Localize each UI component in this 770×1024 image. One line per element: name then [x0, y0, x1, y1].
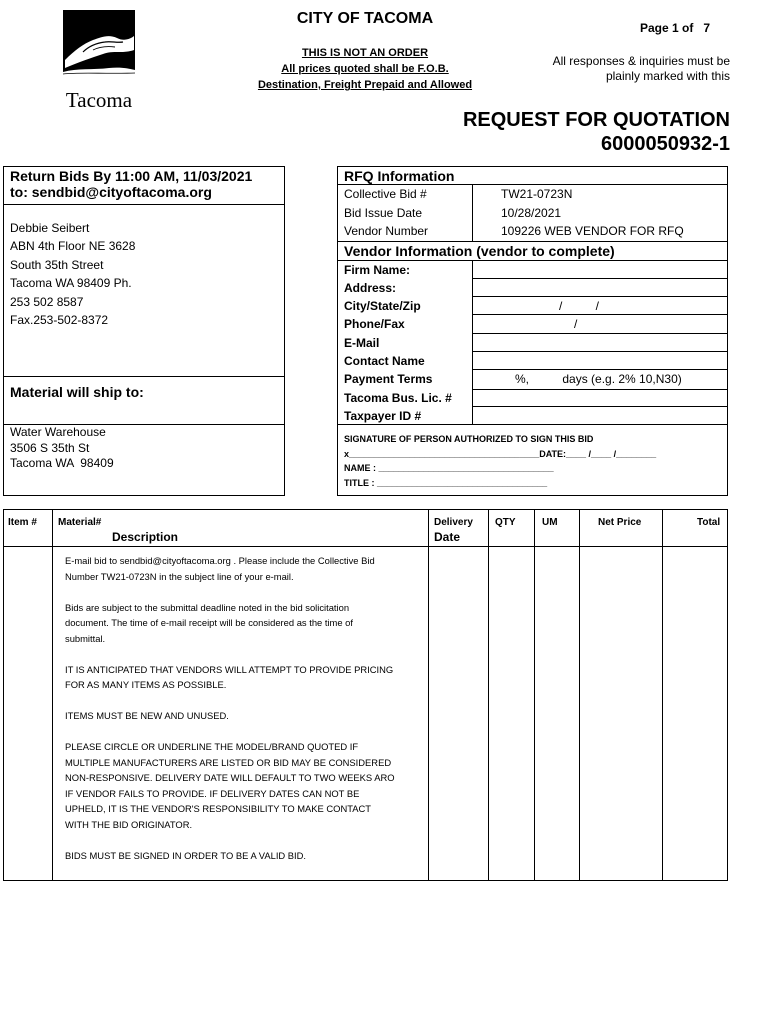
payment-terms-hint: %, days (e.g. 2% 10,N30): [515, 372, 682, 387]
vendor-label: Address:: [344, 280, 397, 295]
name-line[interactable]: NAME : ___________________________________: [344, 463, 554, 474]
not-order-line: THIS IS NOT AN ORDER: [301, 47, 429, 59]
return-bids-heading: [4, 167, 284, 205]
rfq-value: 10/28/2021: [501, 205, 562, 220]
header-net-price: Net Price: [598, 517, 642, 528]
description-paragraph: IT IS ANTICIPATED THAT VENDORS WILL ATTEMPT TO PROVIDE PRICING FOR AS MANY ITEMS AS POSSIBLE.: [65, 663, 394, 690]
header-date: Date: [434, 530, 461, 544]
payment-terms-field[interactable]: [472, 370, 727, 388]
rfq-title-block: [400, 108, 730, 156]
return-bids-box: [3, 166, 285, 496]
responses-line-1: All responses & inquiries must be: [552, 54, 730, 68]
city-of-tacoma-logo: [63, 10, 135, 112]
rfq-label: Collective Bid #: [344, 187, 427, 201]
fob-line-1: All prices quoted shall be F.O.B.: [281, 63, 449, 75]
vendor-info-heading: Vendor Information (vendor to complete): [338, 241, 727, 261]
return-bids-email: to: sendbid@cityoftacoma.org: [10, 184, 212, 200]
header-item-number: Item #: [8, 517, 37, 528]
vendor-row-taxpayer-id: [338, 407, 727, 425]
not-an-order-notice: [230, 45, 500, 93]
page-indicator: [640, 21, 710, 35]
column-divider: [488, 510, 489, 880]
ship-line: Water Warehouse: [10, 425, 106, 439]
ship-to-address: [4, 425, 284, 472]
page-text: Page 1 of 7: [640, 21, 711, 35]
rfq-title: REQUEST FOR QUOTATION: [462, 109, 730, 131]
header-total: Total: [697, 517, 721, 528]
column-divider: [579, 510, 580, 880]
vendor-row-email: [338, 334, 727, 352]
header-um: UM: [542, 517, 558, 528]
contact-line: Fax.253-502-8372: [10, 313, 109, 328]
description-paragraph: PLEASE CIRCLE OR UNDERLINE THE MODEL/BRAND QUOTED IF MULTIPLE MANUFACTURERS ARE LISTED OR BID MAY BE CONSIDERED NON-RESPONSIVE. DELIVERY DATE WILL DEFAULT TO TWO WEEKS ARO IF VENDOR FAILS TO PROVIDE. IF DELIVERY DATES CAN NOT BE UPHELD, IT IS THE VENDOR'S RESPONSIBILITY TO MAKE CONTACT WITH THE BID ORIGINATOR.: [65, 741, 395, 830]
contact-line: South 35th Street: [10, 257, 104, 272]
city-state-zip-field[interactable]: [472, 297, 727, 315]
description-text: [65, 553, 395, 863]
vendor-row-business-license: [338, 389, 727, 407]
ship-line: Tacoma WA 98409: [10, 456, 114, 470]
rfq-value: 109226 WEB VENDOR FOR RFQ: [501, 224, 684, 238]
tacoma-mountain-logo-icon: [63, 10, 135, 112]
phone-fax-field[interactable]: [472, 315, 727, 333]
items-table: [3, 509, 728, 881]
signature-heading: SIGNATURE OF PERSON AUTHORIZED TO SIGN THIS BID: [344, 434, 594, 445]
contact-line: Debbie Seibert: [10, 221, 90, 235]
address-field[interactable]: [472, 279, 727, 297]
column-divider: [428, 510, 429, 880]
rfq-label: Vendor Number: [344, 224, 429, 238]
taxpayer-id-field[interactable]: [472, 407, 727, 424]
field-separators: / /: [559, 299, 600, 314]
vendor-row-contact-name: [338, 352, 727, 370]
vendor-row-city-state-zip: [338, 297, 727, 315]
vendor-label: Contact Name: [344, 353, 425, 368]
header-material-number: Material#: [58, 517, 102, 528]
contact-line: ABN 4th Floor NE 3628: [10, 239, 136, 254]
signature-line[interactable]: x______________________________________DATE:____ /____ /________: [344, 448, 657, 459]
vendor-label: Tacoma Bus. Lic. #: [344, 390, 452, 405]
rfq-value: TW21-0723N: [501, 187, 573, 201]
vendor-label: Firm Name:: [344, 262, 411, 277]
business-license-field[interactable]: [472, 389, 727, 407]
city-title: CITY OF TACOMA: [296, 10, 434, 27]
field-separator: /: [574, 317, 578, 332]
signature-block: [338, 425, 727, 490]
fob-line-2: Destination, Freight Prepaid and Allowed: [257, 79, 473, 91]
responses-note: [520, 54, 730, 84]
vendor-label: Payment Terms: [344, 372, 433, 387]
rfq-row-vendor-number: [338, 222, 727, 241]
vendor-label: E-Mail: [344, 335, 380, 350]
title-line[interactable]: TITLE : __________________________________: [344, 477, 548, 488]
description-paragraph: Bids are subject to the submittal deadline noted in the bid solicitation document. The time of e-mail receipt will be considered as the time of submittal.: [65, 601, 353, 644]
column-divider: [662, 510, 663, 880]
header-delivery: Delivery: [434, 517, 473, 528]
vendor-row-address: [338, 279, 727, 297]
column-divider: [52, 510, 53, 880]
rfq-label: Bid Issue Date: [344, 205, 423, 220]
vendor-label: Phone/Fax: [344, 317, 405, 332]
header-qty: QTY: [495, 517, 516, 528]
description-paragraph: E-mail bid to sendbid@cityoftacoma.org . Please include the Collective Bid Number TW21-0723N in the subject line of your e-mail.: [65, 555, 375, 582]
rfq-row-issue-date: [338, 204, 727, 223]
ship-to-heading: Material will ship to:: [4, 377, 284, 425]
vendor-label: City/State/Zip: [344, 299, 421, 314]
column-divider: [534, 510, 535, 880]
firm-name-field[interactable]: [472, 261, 727, 279]
rfq-row-collective-bid: [338, 185, 727, 204]
vendor-row-phone-fax: [338, 315, 727, 333]
vendor-row-firm-name: [338, 261, 727, 279]
buyer-contact: [4, 205, 284, 377]
header-divider: [4, 546, 727, 547]
vendor-row-payment-terms: [338, 370, 727, 388]
ship-line: 3506 S 35th St: [10, 440, 90, 455]
return-bids-deadline: Return Bids By 11:00 AM, 11/03/2021: [10, 168, 253, 184]
vendor-label: Taxpayer ID #: [344, 408, 422, 423]
rfq-info-heading: RFQ Information: [338, 167, 727, 185]
responses-line-2: plainly marked with this: [605, 69, 730, 83]
svg-text:Tacoma: Tacoma: [65, 88, 133, 112]
contact-line: Tacoma WA 98409 Ph.: [10, 276, 132, 291]
header-description: Description: [112, 530, 179, 544]
contact-line: 253 502 8587: [10, 294, 84, 309]
email-field[interactable]: [472, 334, 727, 352]
contact-name-field[interactable]: [472, 352, 727, 370]
description-paragraph: ITEMS MUST BE NEW AND UNUSED.: [65, 710, 229, 721]
rfq-information-box: [337, 166, 728, 496]
rfq-number: 6000050932-1: [600, 133, 730, 155]
description-paragraph: BIDS MUST BE SIGNED IN ORDER TO BE A VALID BID.: [65, 849, 307, 861]
